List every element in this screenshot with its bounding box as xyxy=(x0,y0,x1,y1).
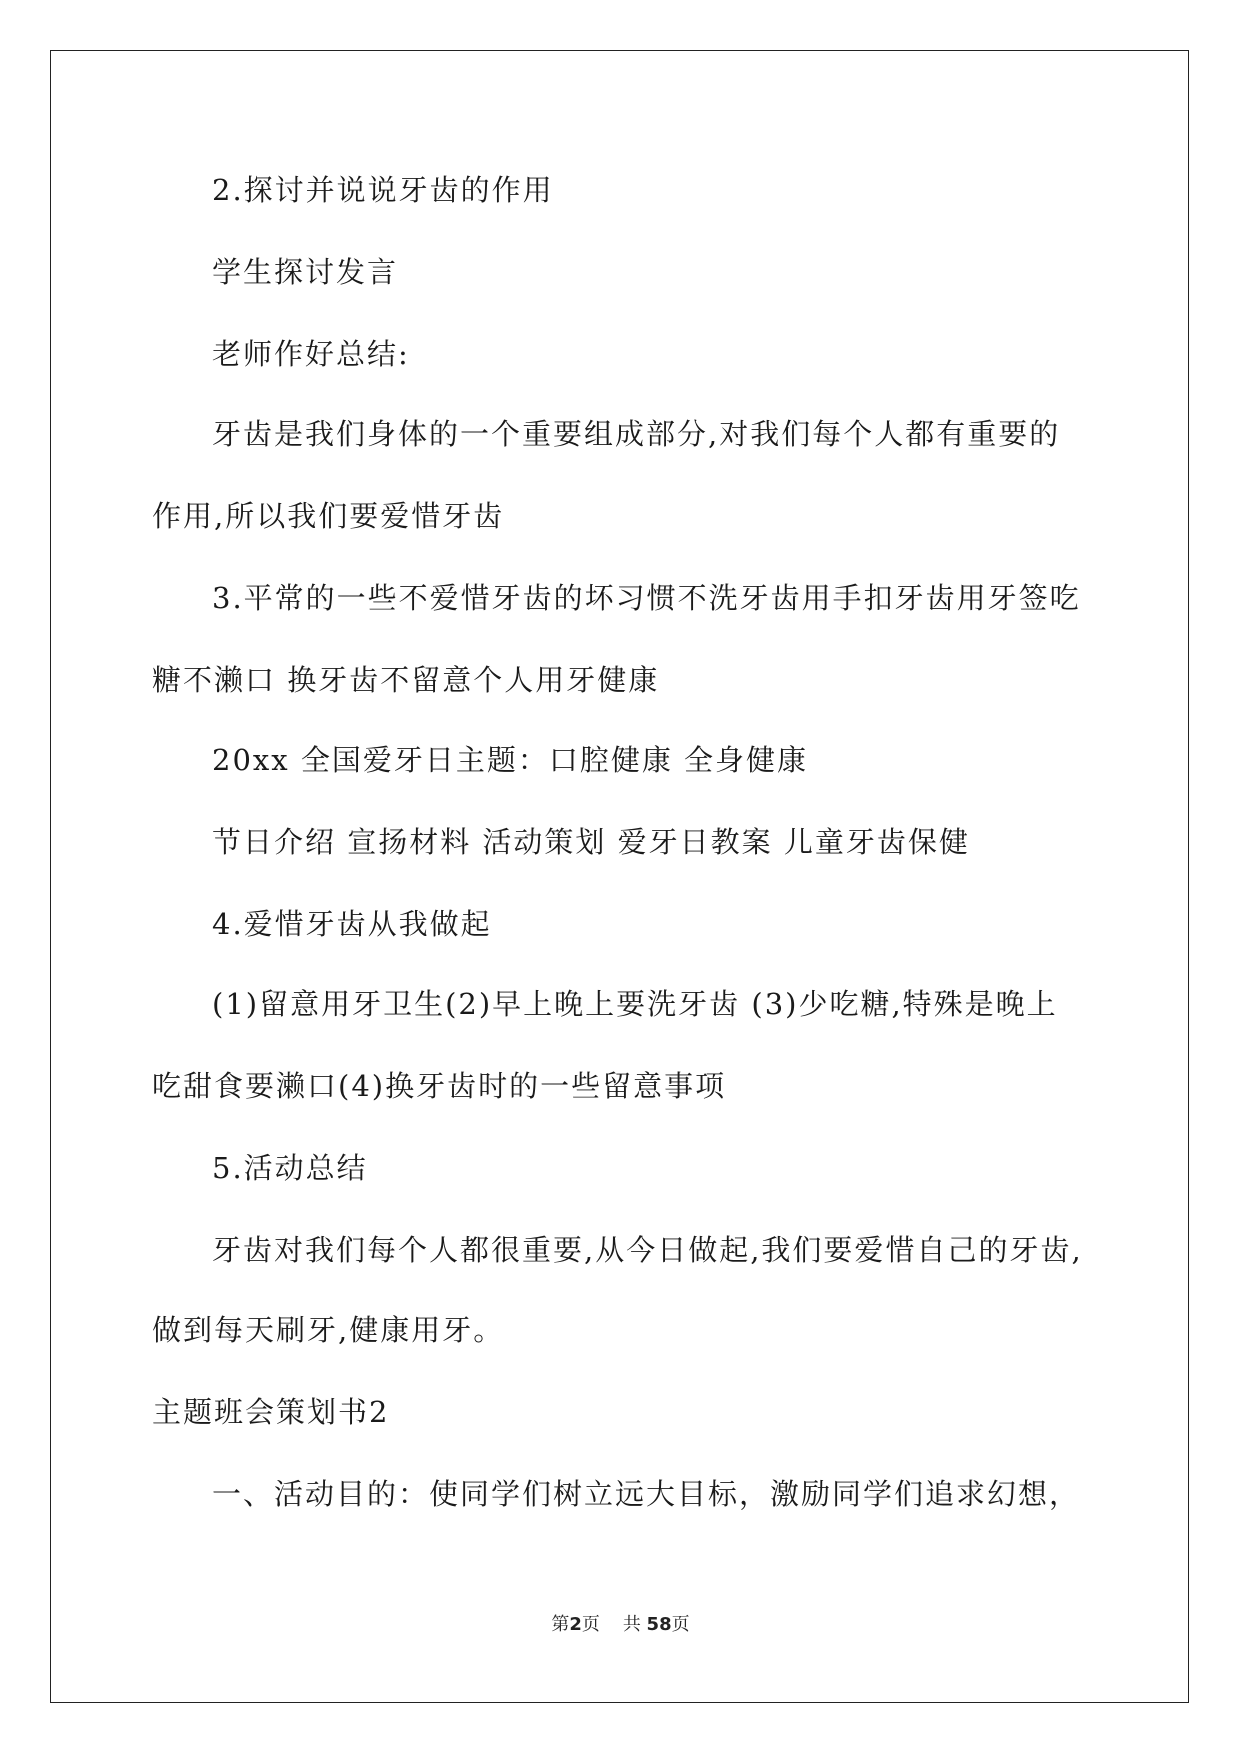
text-line: 吃甜食要濑口(4)换牙齿时的一些留意事项 xyxy=(152,1069,727,1103)
text-line: 2.探讨并说说牙齿的作用 xyxy=(212,173,554,207)
text-line: (1)留意用牙卫生(2)早上晚上要洗牙齿 (3)少吃糖,特殊是晚上 xyxy=(212,987,1058,1021)
text-line: 糖不濑口 换牙齿不留意个人用牙健康 xyxy=(152,663,660,697)
text-line: 做到每天刷牙,健康用牙。 xyxy=(152,1313,505,1347)
footer-page-unit: 页 xyxy=(581,1614,600,1635)
current-page-number: 2 xyxy=(569,1614,582,1635)
text-line: 3.平常的一些不爱惜牙齿的坏习惯不洗牙齿用手扣牙齿用牙签吃 xyxy=(212,581,1081,615)
page-footer xyxy=(0,1610,1241,1636)
text-line: 4.爱惜牙齿从我做起 xyxy=(212,907,492,941)
text-line: 学生探讨发言 xyxy=(212,255,399,289)
footer-prefix: 第 xyxy=(551,1614,570,1635)
text-line: 5.活动总结 xyxy=(212,1151,368,1185)
page-border xyxy=(50,50,1189,1703)
section-heading: 主题班会策划书2 xyxy=(152,1395,390,1429)
text-line: 20xx 全国爱牙日主题：口腔健康 全身健康 xyxy=(212,743,809,777)
footer-total-prefix: 共 xyxy=(622,1614,641,1635)
text-line: 一、活动目的：使同学们树立远大目标，激励同学们追求幻想， xyxy=(212,1477,1081,1511)
text-line: 老师作好总结: xyxy=(212,337,410,371)
text-line: 牙齿是我们身体的一个重要组成部分,对我们每个人都有重要的 xyxy=(212,417,1061,451)
footer-total-unit: 页 xyxy=(671,1614,690,1635)
text-line: 作用,所以我们要爱惜牙齿 xyxy=(152,499,505,533)
text-line: 节日介绍 宣扬材料 活动策划 爱牙日教案 儿童牙齿保健 xyxy=(212,825,970,859)
total-pages-number: 58 xyxy=(646,1614,672,1635)
text-line: 牙齿对我们每个人都很重要,从今日做起,我们要爱惜自己的牙齿, xyxy=(212,1233,1083,1267)
